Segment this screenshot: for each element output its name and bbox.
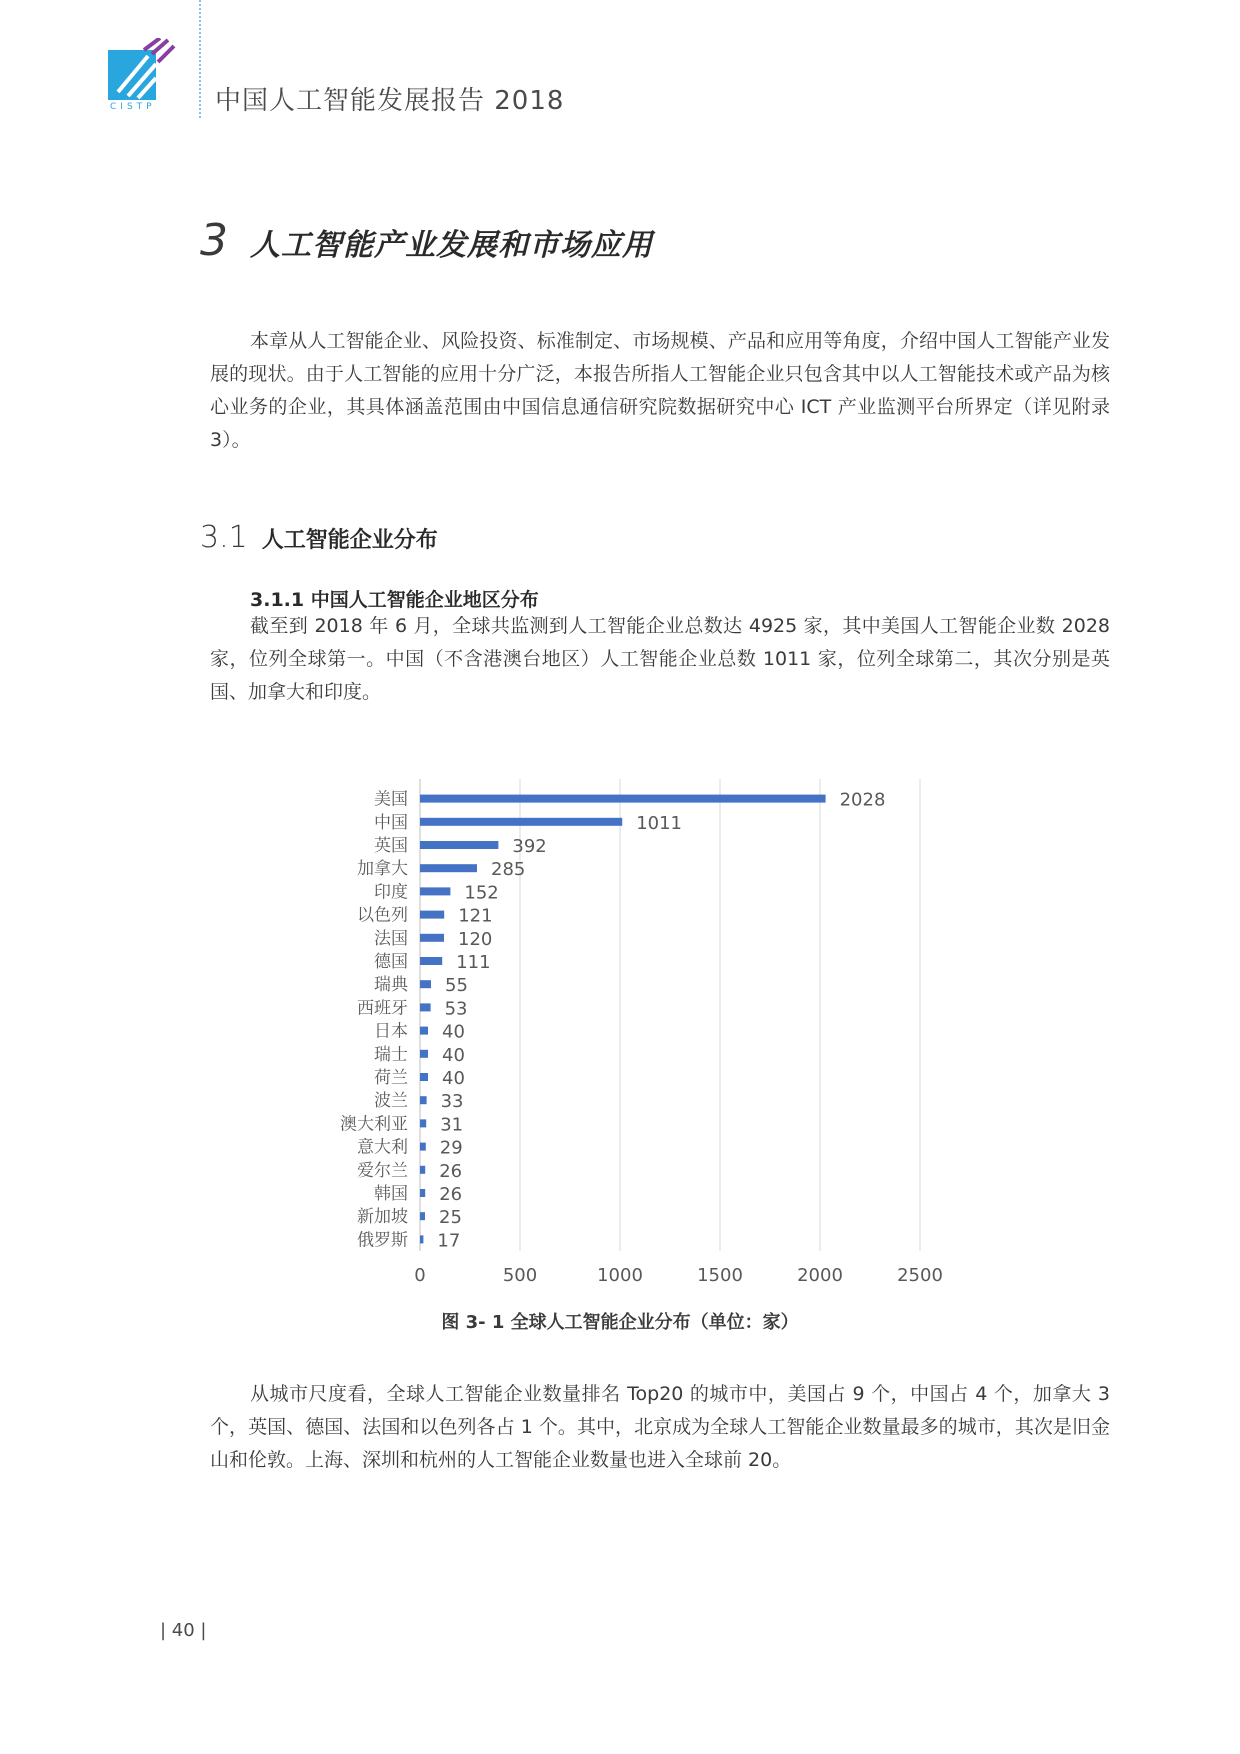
data-label: 55 [445,975,468,997]
data-label: 392 [512,836,547,857]
bar [420,1119,426,1127]
chapter-title: 人工智能产业发展和市场应用 [250,228,653,263]
category-label: 美国 [374,789,408,810]
header-divider [199,0,201,118]
page-number-value: 40 [171,1620,195,1641]
bar [420,1189,425,1197]
bar [420,1050,428,1058]
bar [420,934,444,942]
category-label: 印度 [374,882,408,903]
page-number [160,1620,207,1641]
category-label: 中国 [374,812,408,833]
bar [420,887,450,895]
category-label: 俄罗斯 [357,1230,408,1251]
data-label: 121 [458,905,493,927]
intro-text: 本章从人工智能企业、风险投资、标准制定、市场规模、产品和应用等角度，介绍中国人工智能产业发展的现状。由于人工智能的应用十分广泛，本报告所指人工智能企业只包含其中以人工智能技术或产品为核心业务的企业，其具体涵盖范围由中国信息通信研究院数据研究中心 ICT 产业监测平台所界定（详见附录 3）。 [210,330,1110,451]
subsection-title: 3.1.1 中国人工智能企业地区分布 [250,589,539,611]
category-label: 意大利 [357,1137,408,1158]
data-label: 29 [439,1137,463,1159]
chapter-number: 3 [200,215,228,266]
category-label: 以色列 [357,905,408,926]
data-label: 40 [442,1068,465,1089]
logo-text: CISTP [110,102,156,110]
bar [420,1143,426,1151]
x-tick-label: 1000 [597,1265,643,1286]
data-label: 40 [442,1021,465,1043]
data-label: 33 [440,1091,464,1113]
bar [420,957,442,965]
data-label: 152 [464,882,499,904]
x-tick-label: 0 [414,1265,426,1286]
bar [420,1096,427,1104]
data-label: 40 [442,1044,465,1066]
figure-caption: 图 3- 1 全球人工智能企业分布（单位：家） [441,1312,799,1333]
bar [420,818,622,826]
category-label: 瑞典 [374,975,408,996]
data-label: 26 [439,1160,463,1182]
bar-chart [310,775,1030,1295]
category-label: 澳大利亚 [340,1114,408,1135]
bar [420,1235,423,1243]
category-label: 西班牙 [357,998,408,1019]
data-label: 120 [458,928,493,950]
category-label: 新加坡 [357,1207,408,1228]
category-label: 法国 [374,928,408,949]
category-label: 波兰 [374,1091,408,1112]
cistp-logo [108,38,178,110]
paragraph-3 [210,1378,1110,1477]
data-label: 26 [439,1184,463,1205]
chapter-heading [200,215,653,266]
bar [420,980,431,988]
header-title: 中国人工智能发展报告 2018 [215,86,565,116]
bar [420,1212,425,1220]
data-label: 53 [444,998,468,1020]
section-heading [200,520,438,555]
bar [420,864,477,872]
x-tick-label: 1500 [697,1265,743,1286]
category-label: 爱尔兰 [357,1160,408,1181]
x-tick-label: 2000 [797,1265,843,1286]
section-title: 人工智能企业分布 [261,528,438,553]
data-label: 1011 [636,812,683,834]
category-label: 荷兰 [374,1068,408,1088]
data-label: 25 [439,1207,462,1229]
bar [420,1027,428,1035]
section-number: 3.1 [200,520,248,555]
category-label: 韩国 [374,1184,408,1204]
paragraph-3-text: 从城市尺度看，全球人工智能企业数量排名 Top20 的城市中，美国占 9 个，中国占 4 个，加拿大 3 个，英国、德国、法国和以色列各占 1 个。其中，北京成为全球人工智能企业数量最多的城市，其次是旧金山和伦敦。上海、深圳和杭州的人工智能企业数量也进入全球前 20。 [210,1383,1110,1471]
bar [420,911,444,919]
data-label: 31 [440,1114,464,1136]
category-label: 英国 [374,836,408,856]
page-number-bar-left: | [160,1620,172,1641]
page-number-bar-right: | [194,1620,207,1641]
x-tick-label: 500 [502,1265,538,1286]
bar [420,841,498,849]
data-label: 285 [491,859,526,881]
bar [420,1003,431,1011]
data-label: 2028 [839,789,886,811]
category-label: 瑞士 [374,1044,408,1065]
category-label: 加拿大 [357,859,408,880]
paragraph-2-text: 截至到 2018 年 6 月，全球共监测到人工智能企业总数达 4925 家，其中美国人工智能企业数 2028 家，位列全球第一。中国（不含港澳台地区）人工智能企业总数 1011 家，位列全球第二，其次分别是英国、加拿大和印度。 [210,615,1110,703]
data-label: 17 [437,1230,461,1252]
bar [420,1166,425,1174]
bar [420,795,826,803]
paragraph-2 [210,610,1110,709]
data-label: 111 [456,952,491,973]
bar [420,1073,428,1081]
x-tick-label: 2500 [897,1265,943,1286]
category-label: 德国 [374,952,408,972]
intro-paragraph [210,325,1110,457]
category-label: 日本 [374,1021,408,1042]
